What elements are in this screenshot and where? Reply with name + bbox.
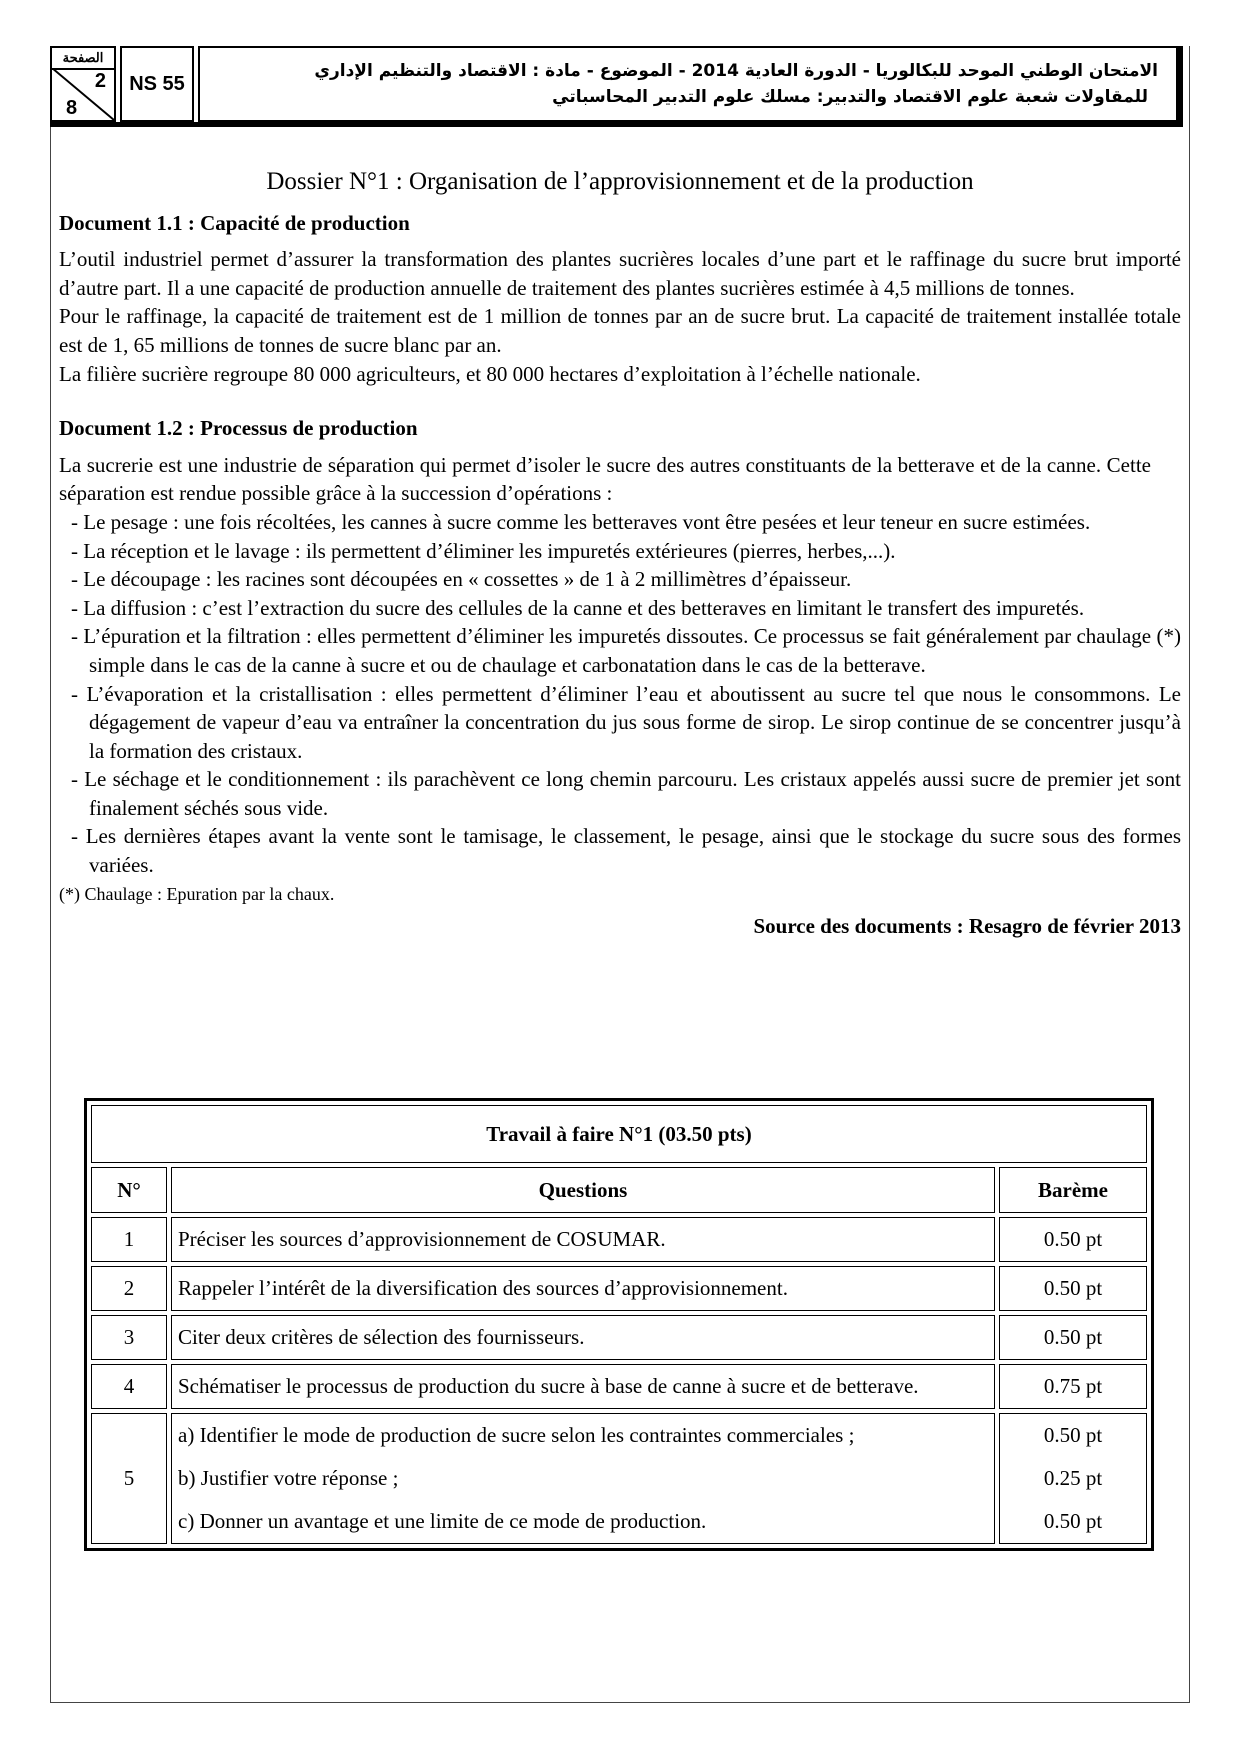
- question-text: Rappeler l’intérêt de la diversification des sources d’approvisionnement.: [171, 1266, 995, 1311]
- col-header-number: N°: [91, 1167, 167, 1213]
- table-row: [91, 1217, 1147, 1262]
- sub-points: 0.50 pt: [1043, 1509, 1103, 1533]
- sub-question: c) Donner un avantage et une limite de ce mode de production.: [178, 1509, 707, 1533]
- process-step: - Les dernières étapes avant la vente sont le tamisage, le classement, le pesage, ainsi que le stockage du sucre sous des formes variées.: [71, 824, 1181, 878]
- question-number: 1: [91, 1217, 167, 1262]
- process-step: - La diffusion : c’est l’extraction du sucre des cellules de la canne et des betteraves en limitant le transfert des impuretés.: [71, 595, 1085, 620]
- question-points: 0.50 pt: [999, 1315, 1147, 1360]
- doc1-paragraph: La filière sucrière regroupe 80 000 agriculteurs, et 80 000 hectares d’exploitation à l’échelle nationale.: [59, 361, 921, 386]
- footnote: (*) Chaulage : Epuration par la chaux.: [59, 883, 335, 904]
- question-text: Préciser les sources d’approvisionnement de COSUMAR.: [171, 1217, 995, 1262]
- exam-title-arabic: [198, 46, 1178, 122]
- source-line: Source des documents : Resagro de février 2013: [753, 914, 1181, 939]
- process-step: - L’épuration et la filtration : elles permettent d’éliminer les impuretés dissoutes. Ce processus se fait généralement par chaulage (*) simple dans le cas de la canne à sucre et ou de chaulage et carbonatation dans le cas de la betterave.: [71, 624, 1181, 677]
- question-text-multi: [171, 1413, 995, 1544]
- process-step: - L’évaporation et la cristallisation : elles permettent d’éliminer l’eau et aboutissent au sucre tel que nous le consommons. Le dégagement de vapeur d’eau va entraîner la concentration du jus sous forme de sirop. Le sirop continue de se concentrer jusqu’à la formation des cristaux.: [71, 681, 1181, 763]
- question-points-multi: [999, 1413, 1147, 1544]
- doc1-paragraph: L’outil industriel permet d’assurer la transformation des plantes sucrières locales d’une part et le raffinage du sucre brut importé d’autre part. Il a une capacité de production annuelle de traitement des plantes sucrières estimée à 4,5 millions de tonnes.: [59, 247, 1181, 300]
- question-text: Citer deux critères de sélection des fournisseurs.: [171, 1315, 995, 1360]
- questions-table: [84, 1098, 1154, 1551]
- col-header-questions: Questions: [171, 1167, 995, 1213]
- exam-code: NS 55: [120, 46, 194, 122]
- doc2-heading: Document 1.2 : Processus de production: [59, 416, 418, 441]
- header-line-1: الامتحان الوطني الموحد للبكالوريا - الدورة العادية 2014 - الموضوع - مادة : الاقتصاد والتنظيم الإداري: [314, 61, 1158, 81]
- table-title: Travail à faire N°1 (03.50 pts): [91, 1105, 1147, 1163]
- question-points: 0.75 pt: [999, 1364, 1147, 1409]
- table-row: [91, 1413, 1147, 1544]
- question-points: 0.50 pt: [999, 1217, 1147, 1262]
- question-number: 4: [91, 1364, 167, 1409]
- header-line-2: للمقاولات شعبة علوم الاقتصاد والتدبير: مسلك علوم التدبير المحاسباتي: [552, 87, 1148, 107]
- question-number: 2: [91, 1266, 167, 1311]
- question-number: 3: [91, 1315, 167, 1360]
- question-number: 5: [91, 1413, 167, 1544]
- page-total: 8: [66, 97, 78, 119]
- question-points: 0.50 pt: [999, 1266, 1147, 1311]
- table-row: [91, 1364, 1147, 1409]
- page-label: الصفحة: [52, 48, 114, 70]
- doc2-intro: La sucrerie est une industrie de séparation qui permet d’isoler le sucre des autres constituants de la betterave et de la canne. Cette séparation est rendue possible grâce à la succession d’opérations :: [59, 452, 1151, 506]
- col-header-bareme: Barème: [999, 1167, 1147, 1213]
- dossier-title: Dossier N°1 : Organisation de l’approvisionnement et de la production: [266, 168, 974, 195]
- sub-points: 0.25 pt: [1043, 1466, 1103, 1490]
- process-step: - Le découpage : les racines sont découpées en « cossettes » de 1 à 2 millimètres d’épaisseur.: [71, 567, 852, 592]
- page-num: 2: [94, 70, 106, 92]
- process-step: - La réception et le lavage : ils permettent d’éliminer les impuretés extérieures (pierres, herbes,...).: [71, 538, 896, 563]
- table-row: [91, 1266, 1147, 1311]
- sub-question: b) Justifier votre réponse ;: [178, 1466, 399, 1490]
- document-body: [59, 168, 1181, 941]
- sub-points: 0.50 pt: [1043, 1423, 1103, 1447]
- process-step: - Le séchage et le conditionnement : ils parachèvent ce long chemin parcouru. Les cristaux appelés aussi sucre de premier jet sont finalement séchés sous vide.: [71, 767, 1181, 820]
- question-text: Schématiser le processus de production du sucre à base de canne à sucre et de betterave.: [171, 1364, 995, 1409]
- page-number-box: [50, 46, 116, 122]
- doc1-heading: Document 1.1 : Capacité de production: [59, 210, 410, 235]
- table-row: [91, 1315, 1147, 1360]
- doc1-paragraph: Pour le raffinage, la capacité de traitement est de 1 million de tonnes par an de sucre brut. La capacité de traitement installée totale est de 1, 65 millions de tonnes de sucre blanc par an.: [59, 304, 1181, 357]
- process-step: - Le pesage : une fois récoltées, les cannes à sucre comme les betteraves vont être pesées et leur teneur en sucre estimées.: [71, 509, 1091, 534]
- exam-header: [50, 46, 1183, 127]
- sub-question: a) Identifier le mode de production de sucre selon les contraintes commerciales ;: [178, 1423, 855, 1447]
